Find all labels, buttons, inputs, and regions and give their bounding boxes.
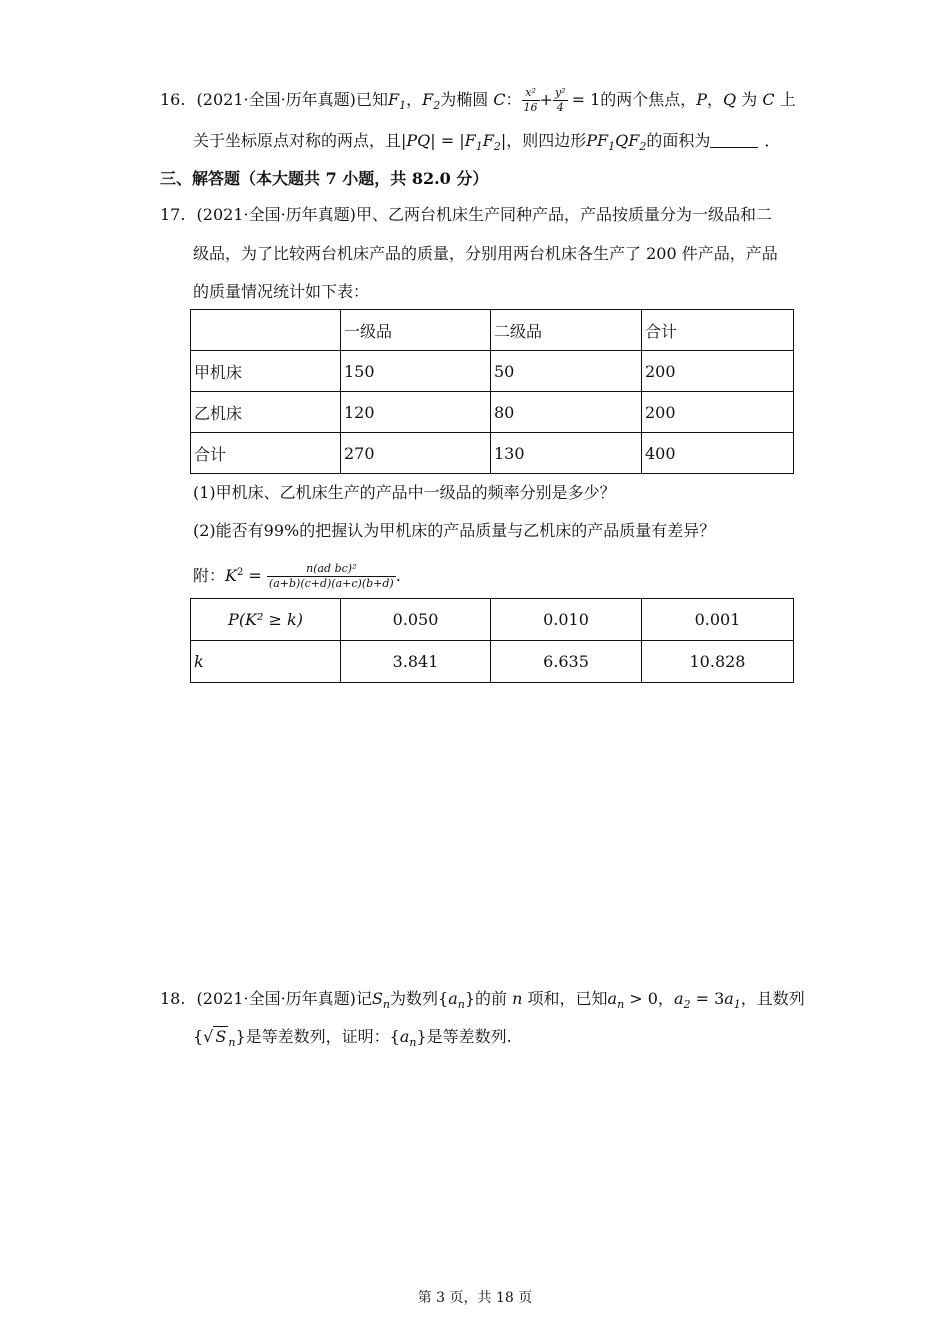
question-17-line-3: 的质量情况统计如下表： [193,282,370,301]
subquestion-1: (1)甲机床、乙机床生产的产品中一级品的频率分别是多少？ [193,483,616,502]
table-row [191,433,794,474]
table-cell: 0.010 [491,599,642,641]
math-expr: | [500,131,507,150]
table-cell: 270 [341,433,491,474]
question-text: }是等差数列，证明：{ [235,1027,400,1046]
math-sub: 2 [493,140,501,153]
table-cell: 0.001 [642,599,794,641]
math-sup: 2 [236,567,244,578]
fraction-numerator: x² [522,86,540,101]
answer-blank [710,133,758,148]
math-sub: 1 [733,998,741,1011]
math-var: F [387,90,400,109]
question-16-line-2 [193,130,780,158]
math-op: + [539,90,553,109]
question-number: 17. [160,205,186,224]
math-var: K [225,566,237,585]
fraction-numerator: y² [554,86,566,99]
table-cell: P(K² ≥ k) [191,599,341,641]
math-var: a [399,1027,410,1046]
table-cell: 150 [341,351,491,392]
subquestion-2: (2)能否有99%的把握认为甲机床的产品质量与乙机床的产品质量有差异？ [193,521,716,540]
question-16-line-1 [160,86,796,117]
math-var: a [448,989,458,1008]
question-source: (2021·全国·历年真题) [196,989,356,1008]
table-cell: 3.841 [341,641,491,683]
table-cell: 一级品 [341,310,491,351]
table-cell: 50 [491,351,642,392]
fraction-denominator: 4 [556,101,564,114]
fraction [522,86,540,115]
math-sub: 2 [639,140,647,153]
table-cell: 甲机床 [191,351,341,392]
question-text: 上 [774,90,796,109]
question-text: ，且数列 [740,989,805,1008]
table-cell: 10.828 [642,641,794,683]
math-var: a [673,989,684,1008]
question-number: 16. [160,90,186,109]
math-var: PF [586,131,609,150]
table-cell: 400 [642,433,794,474]
math-expr: = 3 [690,989,725,1008]
math-sub: 1 [475,140,483,153]
page-footer: 第 3 页，共 18 页 [417,1290,533,1306]
math-op: = [243,566,267,585]
math-sub: n [382,998,391,1011]
math-sub: 2 [433,99,441,112]
question-text: }的前 [464,989,513,1008]
question-text: 已知 [355,90,388,109]
table-row [191,641,794,683]
table-cell: 6.635 [491,641,642,683]
question-18-line-2 [193,1026,512,1054]
question-text: 关于坐标原点对称的两点，且 [193,131,402,150]
table-cell: 200 [642,392,794,433]
math-sub: 1 [399,99,407,112]
table-cell: 乙机床 [191,392,341,433]
table-header-row [191,310,794,351]
math-var: QF [615,131,640,150]
fraction [553,86,568,115]
math-expr: {√ [193,1027,214,1046]
table-cell: 0.050 [341,599,491,641]
quality-table [190,309,794,474]
math-sub: n [409,1036,417,1049]
table-row [191,392,794,433]
appendix-label: 附： [193,566,226,585]
question-text: }是等差数列. [416,1027,512,1046]
question-source: (2021·全国·历年真题) [196,205,356,224]
table-cell: 130 [491,433,642,474]
math-expr: |PQ| = |F [401,131,476,150]
math-sub: n [457,998,465,1011]
question-number: 18. [160,989,186,1008]
math-var: F [482,131,494,150]
math-sub: n [617,998,625,1011]
math-sub: 2 [683,998,691,1011]
question-text: 的两个焦点， [600,90,697,109]
punct: ， [707,90,724,109]
question-text: 为 [736,90,763,109]
critical-value-table [190,598,794,683]
table-cell: 合计 [191,433,341,474]
fraction-numerator: n(ad bc)² [267,562,396,577]
math-expr: > 0， [624,989,674,1008]
table-cell: 200 [642,351,794,392]
punct: ， [406,90,423,109]
question-text: 记 [355,989,372,1008]
question-text: ，则四边形 [506,131,587,150]
question-text: 的面积为 [646,131,711,150]
section-title: 三、解答题（本大题共 7 小题，共 82.0 分） [160,169,489,188]
math-var: P [696,90,708,109]
math-var: S [371,989,383,1008]
question-text: 为椭圆 [440,90,494,109]
math-var: F [422,90,434,109]
table-cell: 80 [491,392,642,433]
table-row [191,351,794,392]
math-var: Q [723,90,737,109]
table-cell: 120 [341,392,491,433]
question-17-line-1 [160,204,772,226]
k2-formula-fraction [267,562,396,591]
table-row [191,599,794,641]
question-17-line-2: 级品，为了比较两台机床产品的质量，分别用两台机床各生产了 200 件产品，产品 [193,244,778,263]
fraction-denominator: 16 [523,101,538,114]
punct: ： [505,90,522,109]
math-var: C [762,90,775,109]
math-sub: n [228,1036,236,1049]
punct: ． [764,131,781,150]
table-cell: 合计 [642,310,794,351]
question-text: 项和，已知 [522,989,608,1008]
math-var: a [607,989,618,1008]
math-sub: 1 [608,140,616,153]
table-cell: k [191,641,341,683]
question-text: 甲、乙两台机床生产同种产品，产品按质量分为一级品和二 [355,205,772,224]
question-18-line-1 [160,988,805,1016]
question-source: (2021·全国·历年真题) [196,90,356,109]
table-cell: 二级品 [491,310,642,351]
appendix-formula [193,562,401,591]
math-var: n [512,989,523,1008]
fraction-denominator: (a+b)(c+d)(a+c)(b+d) [268,577,394,590]
math-var: C [493,90,506,109]
punct: . [395,566,401,585]
math-var: a [724,989,734,1008]
math-var: S [215,1027,227,1046]
question-text: 为数列{ [390,989,449,1008]
table-cell [191,310,341,351]
math-expr: = 1 [571,90,601,109]
